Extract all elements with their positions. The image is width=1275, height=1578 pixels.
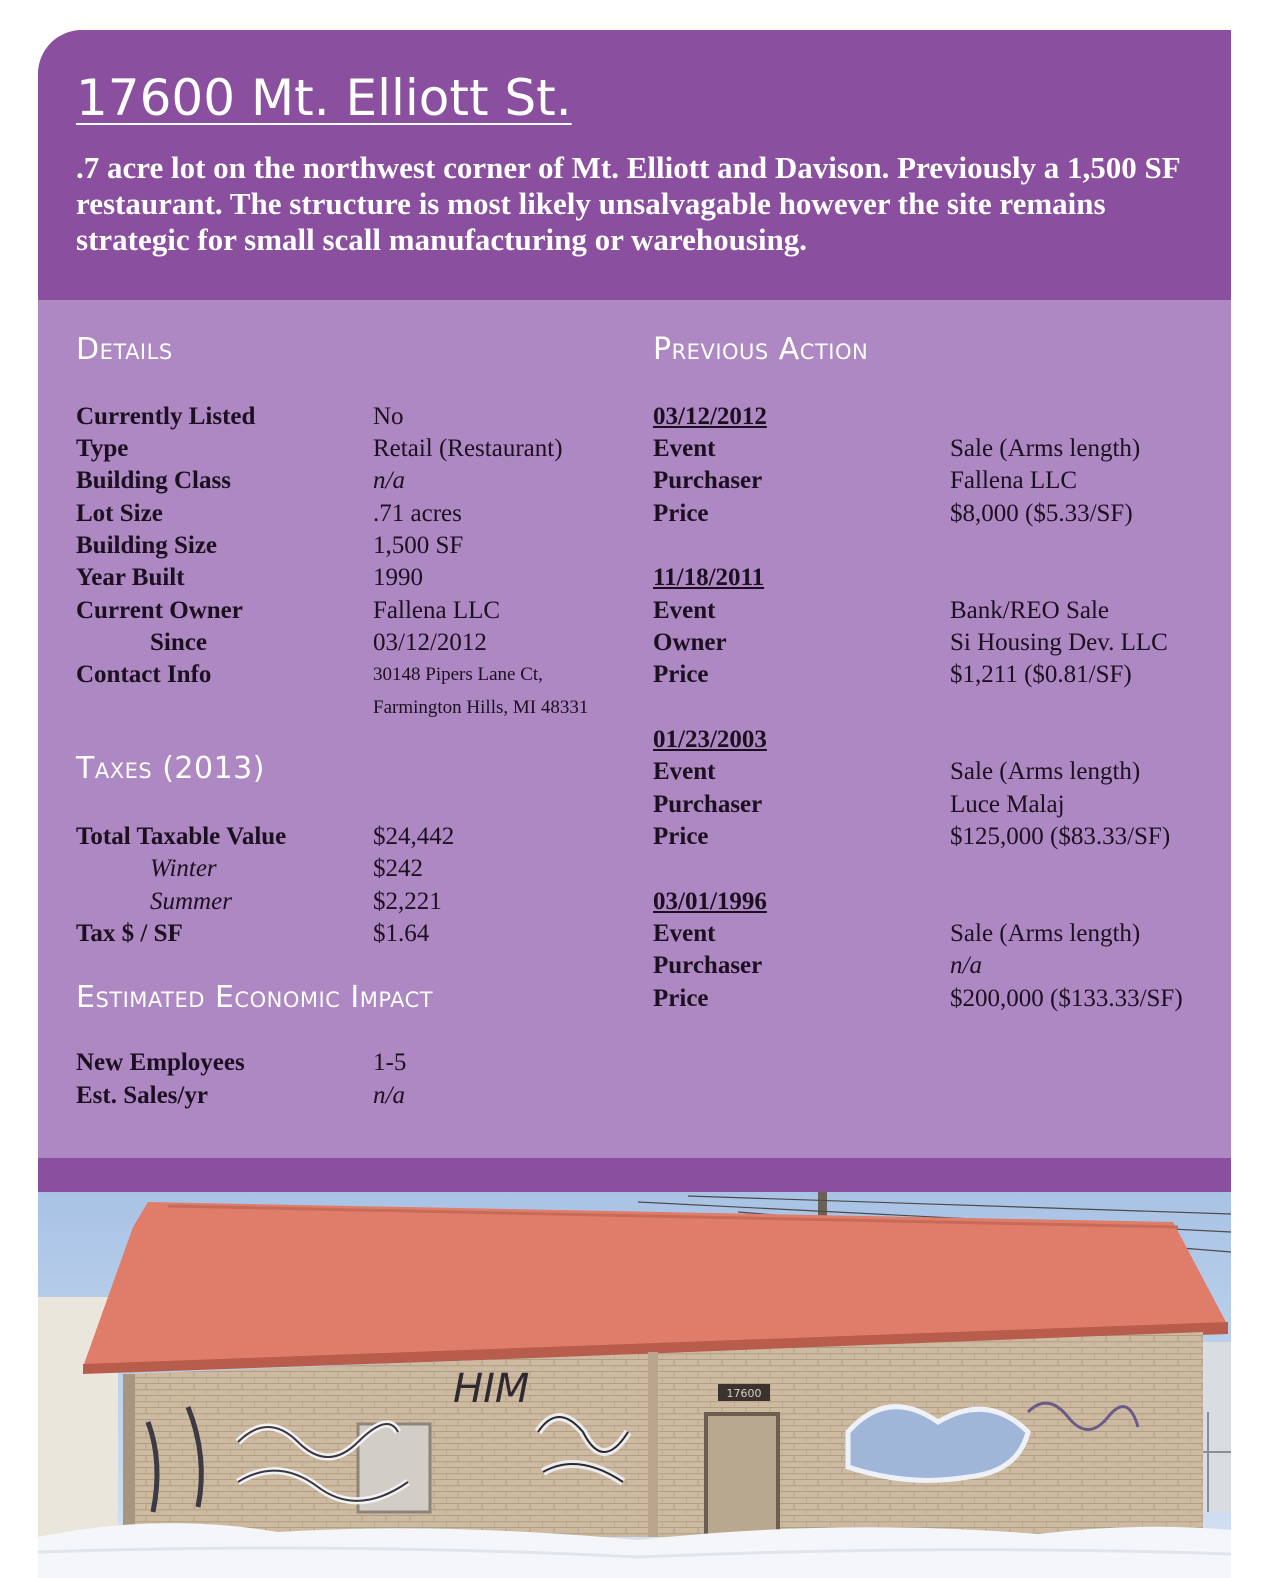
details-heading: Details	[76, 332, 173, 367]
action-value: Bank/REO Sale	[950, 597, 1110, 624]
detail-label: Currently Listed	[76, 403, 256, 430]
action-label: Purchaser	[653, 791, 763, 818]
action-label: Purchaser	[653, 952, 763, 979]
detail-value: No	[373, 403, 404, 430]
action-value: $200,000 ($133.33/SF)	[950, 985, 1183, 1012]
previous-action-date	[38, 562, 1231, 594]
action-value: $1,211 ($0.81/SF)	[950, 661, 1132, 688]
previous-action-row	[38, 756, 1231, 788]
action-date: 01/23/2003	[653, 726, 767, 753]
impact-row-new-employees	[38, 1047, 598, 1079]
detail-value: n/a	[373, 467, 405, 494]
action-value: $125,000 ($83.33/SF)	[950, 823, 1171, 850]
action-value: Sale (Arms length)	[950, 435, 1141, 462]
tax-label: Summer	[150, 888, 232, 915]
impact-heading: Estimated Economic Impact	[76, 980, 434, 1015]
detail-value: Farmington Hills, MI 48331	[373, 697, 589, 718]
detail-value: 1,500 SF	[373, 532, 464, 559]
detail-label: Year Built	[76, 564, 185, 591]
previous-action-row	[38, 821, 1231, 853]
wall-corner	[123, 1374, 135, 1537]
taxes-heading: Taxes (2013)	[76, 751, 265, 786]
previous-action-date	[38, 886, 1231, 918]
action-value: n/a	[950, 952, 982, 979]
previous-action-row	[38, 465, 1231, 497]
impact-value: 1-5	[373, 1049, 407, 1076]
previous-action-row	[38, 498, 1231, 530]
action-label: Event	[653, 758, 716, 785]
property-card	[38, 30, 1231, 1578]
action-label: Event	[653, 435, 716, 462]
divider-band	[38, 1158, 1231, 1192]
detail-value: Fallena LLC	[373, 597, 501, 624]
detail-label: Since	[150, 629, 207, 656]
tax-label: Total Taxable Value	[76, 823, 287, 850]
detail-value: .71 acres	[373, 500, 462, 527]
detail-value: Retail (Restaurant)	[373, 435, 563, 462]
tax-label: Winter	[150, 855, 217, 882]
action-date: 03/01/1996	[653, 888, 767, 915]
action-value: $8,000 ($5.33/SF)	[950, 500, 1133, 527]
action-label: Purchaser	[653, 467, 763, 494]
previous-action-date	[38, 401, 1231, 433]
action-value: Fallena LLC	[950, 467, 1078, 494]
previous-action-heading: Previous Action	[653, 332, 869, 367]
address-sign-number: 17600	[726, 1387, 762, 1400]
detail-label: Building Size	[76, 532, 218, 559]
action-label: Price	[653, 661, 709, 688]
action-value: Si Housing Dev. LLC	[950, 629, 1168, 656]
impact-value: n/a	[373, 1082, 405, 1109]
tax-label: Tax $ / SF	[76, 920, 183, 947]
action-label: Owner	[653, 629, 727, 656]
impact-label: New Employees	[76, 1049, 245, 1076]
impact-label: Est. Sales/yr	[76, 1082, 208, 1109]
previous-action-row	[38, 433, 1231, 465]
detail-label: Building Class	[76, 467, 231, 494]
action-label: Price	[653, 823, 709, 850]
previous-action-row	[38, 918, 1231, 950]
previous-action-row	[38, 595, 1231, 627]
action-date: 11/18/2011	[653, 564, 765, 591]
graffiti-tag: HIM	[453, 1366, 530, 1412]
previous-action-row	[38, 627, 1231, 659]
tax-row-winter	[38, 853, 598, 885]
action-value: Sale (Arms length)	[950, 920, 1141, 947]
property-title: 17600 Mt. Elliott St.	[76, 69, 572, 127]
action-value: Sale (Arms length)	[950, 758, 1141, 785]
detail-value: 30148 Pipers Lane Ct,	[373, 664, 543, 685]
header-panel	[38, 30, 1231, 300]
wall-pillar	[648, 1352, 658, 1537]
tax-value: $2,221	[373, 888, 442, 915]
detail-row-building-size	[38, 530, 598, 562]
detail-label: Contact Info	[76, 661, 212, 688]
detail-row-contact-line2	[38, 692, 598, 724]
detail-label: Type	[76, 435, 129, 462]
action-label: Event	[653, 597, 716, 624]
previous-action-row	[38, 950, 1231, 982]
action-label: Price	[653, 500, 709, 527]
detail-label: Lot Size	[76, 500, 163, 527]
tax-value: $242	[373, 855, 423, 882]
action-value: Luce Malaj	[950, 791, 1065, 818]
previous-action-row	[38, 983, 1231, 1015]
detail-value: 1990	[373, 564, 423, 591]
tax-value: $1.64	[373, 920, 430, 947]
action-date: 03/12/2012	[653, 403, 767, 430]
building-photo	[38, 1192, 1231, 1578]
previous-action-date	[38, 724, 1231, 756]
bricked-door	[706, 1414, 778, 1537]
previous-action-row	[38, 659, 1231, 691]
tax-value: $24,442	[373, 823, 455, 850]
detail-label: Current Owner	[76, 597, 243, 624]
previous-action-row	[38, 789, 1231, 821]
detail-value: 03/12/2012	[373, 629, 487, 656]
impact-row-est-sales	[38, 1080, 598, 1112]
action-label: Price	[653, 985, 709, 1012]
action-label: Event	[653, 920, 716, 947]
property-summary: .7 acre lot on the northwest corner of Mt. Elliott and Davison. Previously a 1,500 SF restaurant. The structure is most likely unsalvagable however the site remains strategic for small scall manufacturing or warehousing.	[76, 150, 1180, 257]
